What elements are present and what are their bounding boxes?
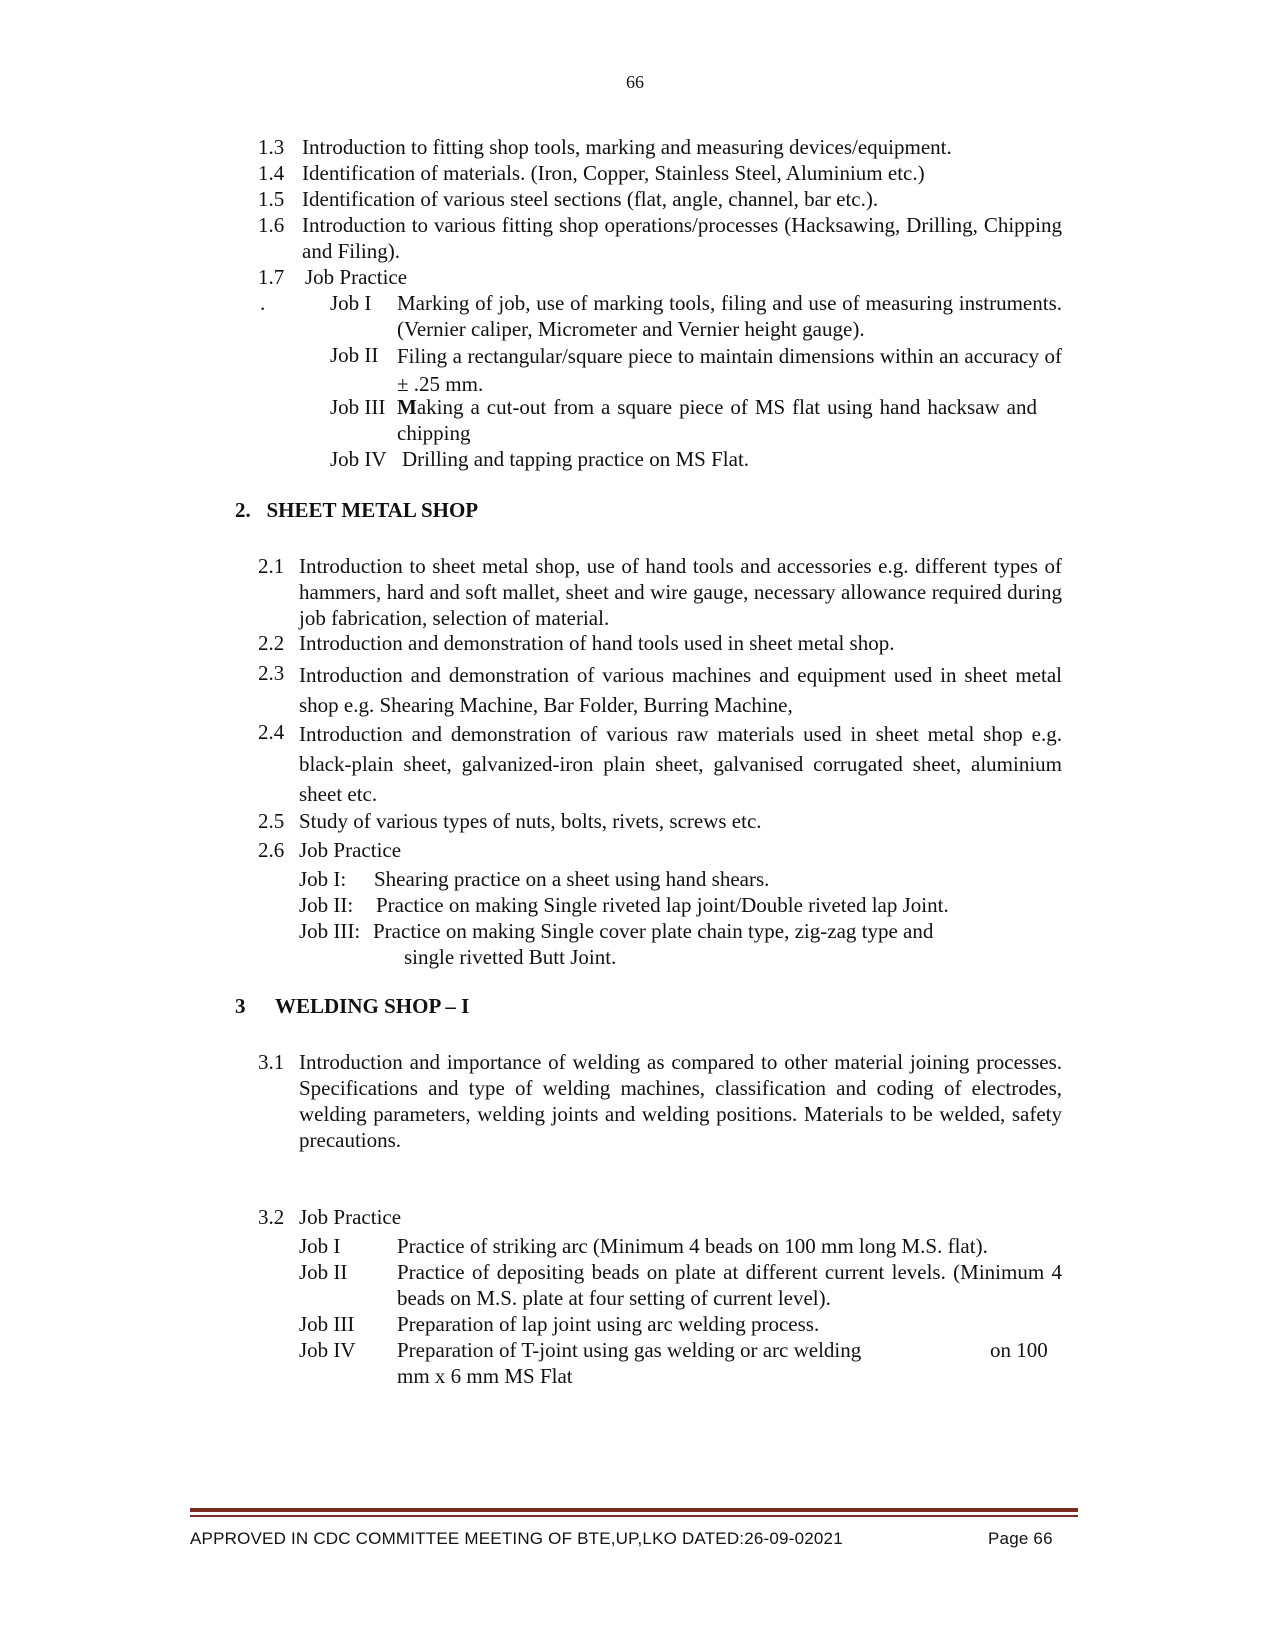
- job-text-rest: aking a cut-out from a square piece of MS flat using hand hacksaw and chipping: [397, 395, 1037, 445]
- job-text: Preparation of T-joint using gas welding or arc welding: [397, 1338, 862, 1362]
- item-number: 2.2: [258, 631, 285, 655]
- footer-approval-text: APPROVED IN CDC COMMITTEE MEETING OF BTE,UP,LKO DATED:26-09-02021: [190, 1529, 843, 1548]
- item-number: 1.4: [258, 161, 285, 185]
- item-number: 2.5: [258, 809, 285, 833]
- job-text-continued: mm x 6 mm MS Flat: [397, 1364, 573, 1388]
- job-text-continued: single rivetted Butt Joint.: [404, 945, 617, 969]
- job-label: Job III: [330, 395, 386, 419]
- item-number: 2.6: [258, 838, 285, 862]
- section-heading: 2. SHEET METAL SHOP: [235, 498, 479, 522]
- job-text: Marking of job, use of marking tools, filing and use of measuring instruments. (Vernier caliper, Micrometer and Vernier height gauge).: [397, 291, 1062, 341]
- job-label: Job III: [299, 1312, 355, 1336]
- item-number: 1.6: [258, 213, 285, 237]
- job-label: Job II: [299, 1260, 348, 1284]
- item-text: Study of various types of nuts, bolts, rivets, screws etc.: [299, 809, 762, 833]
- item-text: Introduction to sheet metal shop, use of hand tools and accessories e.g. different types of hammers, hard and soft mallet, sheet and wire gauge, necessary allowance required during job fabrication, selection of material.: [299, 554, 1062, 630]
- job-text: Practice of depositing beads on plate at different current levels. (Minimum 4 beads on M.S. plate at four setting of current level).: [397, 1260, 1062, 1310]
- job-text: Practice on making Single cover plate chain type, zig-zag type and: [373, 919, 934, 943]
- job-text: Practice on making Single riveted lap joint/Double riveted lap Joint.: [376, 893, 949, 917]
- stray-dot: .: [260, 291, 266, 315]
- item-text: Job Practice: [305, 265, 408, 289]
- job-label: Job III:: [299, 919, 361, 943]
- job-label: Job II: [330, 343, 379, 367]
- item-number: 2.4: [258, 720, 285, 744]
- item-text: Identification of various steel sections (flat, angle, channel, bar etc.).: [302, 187, 879, 211]
- job-text: Preparation of lap joint using arc welding process.: [397, 1312, 820, 1336]
- item-number: 1.3: [258, 135, 285, 159]
- section-heading-text: WELDING SHOP – I: [275, 994, 470, 1018]
- item-number: 1.7: [258, 265, 285, 289]
- item-text: Introduction and demonstration of various machines and equipment used in sheet metal shop e.g. Shearing Machine, Bar Folder, Burring Machine,: [299, 663, 1062, 717]
- item-text: Introduction and demonstration of hand tools used in sheet metal shop.: [299, 631, 895, 655]
- section-heading-number: 3: [235, 994, 246, 1018]
- item-text: Identification of materials. (Iron, Copper, Stainless Steel, Aluminium etc.): [302, 161, 925, 185]
- item-number: 2.3: [258, 661, 285, 685]
- job-label: Job I: [330, 291, 372, 315]
- item-text: Introduction and importance of welding as compared to other material joining processes. Specifications and type of welding machines, classification and coding of electrodes, welding parameters, welding joints and welding positions. Materials to be welded, safety precautions.: [299, 1050, 1062, 1152]
- job-label: Job I:: [299, 867, 347, 891]
- item-text: Introduction to fitting shop tools, marking and measuring devices/equipment.: [302, 135, 952, 159]
- item-number: 3.2: [258, 1205, 285, 1229]
- item-number: 3.1: [258, 1050, 285, 1074]
- item-text: Job Practice: [299, 838, 402, 862]
- item-number: 1.5: [258, 187, 285, 211]
- job-text: Practice of striking arc (Minimum 4 beads on 100 mm long M.S. flat).: [397, 1234, 988, 1258]
- job-text-right: on 100: [990, 1338, 1048, 1362]
- job-text: Drilling and tapping practice on MS Flat.: [402, 447, 750, 471]
- bold-letter: M: [397, 395, 417, 419]
- job-text: [397, 394, 1037, 446]
- job-text: Shearing practice on a sheet using hand shears.: [374, 867, 770, 891]
- job-label: Job IV: [330, 447, 387, 471]
- job-label: Job II:: [299, 893, 354, 917]
- footer-page-label: Page 66: [988, 1529, 1053, 1548]
- item-number: 2.1: [258, 554, 285, 578]
- item-text: Introduction and demonstration of various raw materials used in sheet metal shop e.g. black-plain sheet, galvanized-iron plain sheet, galvanised corrugated sheet, aluminium sheet etc.: [299, 722, 1062, 806]
- page-number: 66: [626, 72, 644, 92]
- item-text: Job Practice: [299, 1205, 402, 1229]
- job-text: Filing a rectangular/square piece to maintain dimensions within an accuracy of ± .25 mm.: [397, 344, 1062, 396]
- job-label: Job IV: [299, 1338, 356, 1362]
- footer-rule: [190, 1508, 1078, 1512]
- footer-rule-thin: [190, 1515, 1078, 1517]
- job-label: Job I: [299, 1234, 341, 1258]
- item-text: Introduction to various fitting shop operations/processes (Hacksawing, Drilling, Chipping and Filing).: [302, 213, 1062, 263]
